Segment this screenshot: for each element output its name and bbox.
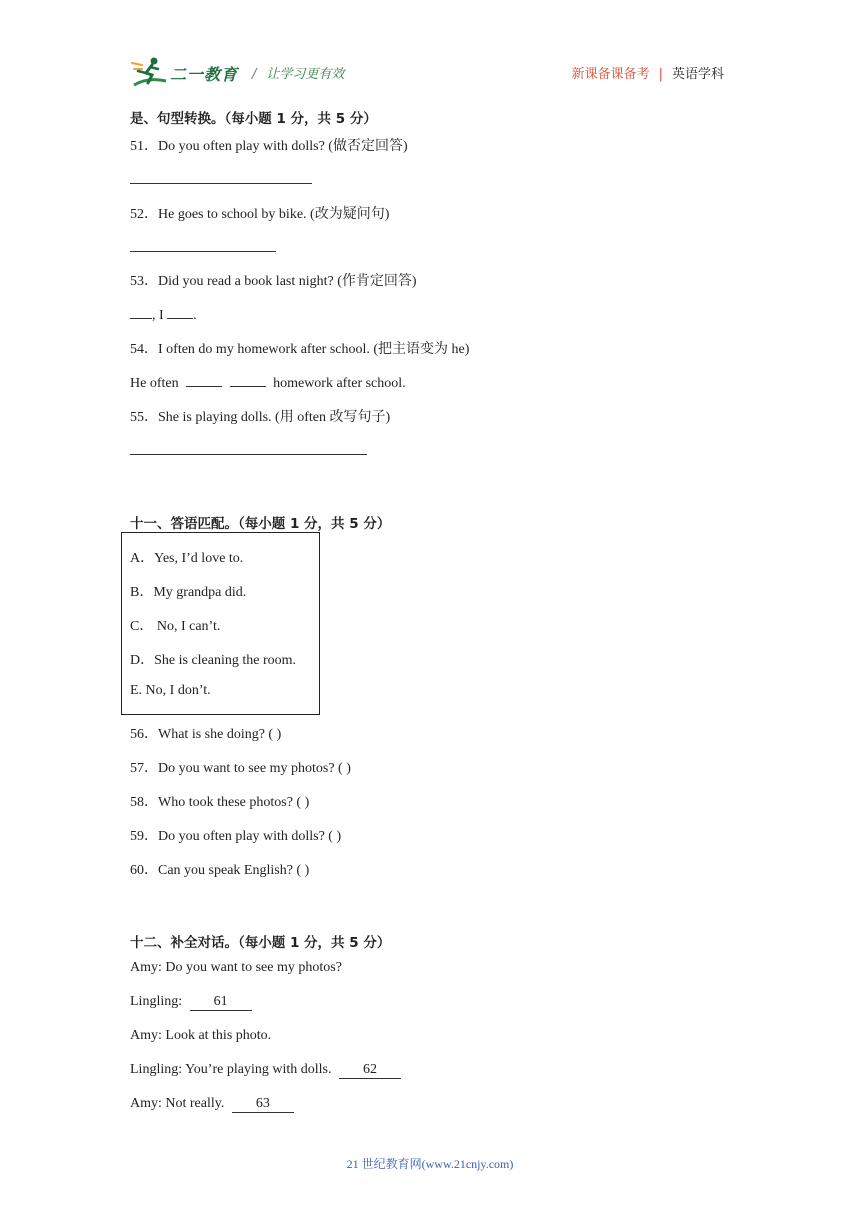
answer-blank-54b[interactable] (230, 372, 266, 387)
answer-54 (130, 372, 406, 392)
section-title-answer-matching: 十一、答语匹配。（每小题 1 分，共 5 分） (130, 516, 391, 532)
answer-line-51[interactable] (130, 183, 312, 184)
answer-53-period: . (193, 308, 197, 323)
answer-53-pronoun: I (159, 308, 164, 323)
answer-line-55[interactable] (130, 454, 367, 455)
question-55: 55．She is playing dolls. (用 often 改写句子) (130, 410, 391, 425)
page-footer[interactable]: 21 世纪教育网(www.21cnjy.com) (346, 1157, 514, 1171)
answer-line-52[interactable] (130, 251, 276, 252)
question-51: 51．Do you often play with dolls? (做否定回答) (130, 139, 408, 154)
question-54: 54．I often do my homework after school. (把主语变为 he) (130, 342, 470, 357)
question-60[interactable]: 60．Can you speak English? ( ) (130, 863, 310, 878)
dialogue-line-2 (130, 994, 252, 1011)
answer-53-comma: , (152, 308, 156, 323)
option-b: B．My grandpa did. (130, 585, 247, 600)
page-header (130, 55, 730, 89)
answer-54-suffix: homework after school. (273, 376, 406, 391)
header-tagline: 新课备课备考 (571, 67, 650, 82)
header-separator: | (658, 67, 663, 82)
logo-text: 二一教育 (170, 65, 239, 84)
question-57[interactable]: 57．Do you want to see my photos? ( ) (130, 761, 351, 776)
logo (130, 55, 250, 89)
option-d: D．She is cleaning the room. (130, 653, 297, 668)
question-59[interactable]: 59．Do you often play with dolls? ( ) (130, 829, 342, 844)
answer-blank-53b[interactable] (167, 304, 193, 319)
question-53: 53．Did you read a book last night? (作肯定回答) (130, 274, 417, 289)
dialogue-line-5 (130, 1096, 294, 1113)
option-e: E. No, I don’t. (130, 683, 211, 698)
slogan-separator: / (252, 67, 257, 82)
answer-blank-54a[interactable] (186, 372, 222, 387)
dialogue-line-3: Amy: Look at this photo. (130, 1028, 272, 1043)
answer-54-prefix: He often (130, 376, 179, 391)
slogan (252, 63, 344, 82)
header-subject (572, 63, 724, 82)
answer-blank-53a[interactable] (130, 304, 152, 319)
dialogue-line-1: Amy: Do you want to see my photos? (130, 960, 342, 975)
dialogue-blank-62[interactable]: 62 (339, 1062, 401, 1079)
running-figure-icon (130, 55, 170, 89)
dialogue-line-4-text: Lingling: You’re playing with dolls. (130, 1062, 332, 1077)
slogan-text: 让学习更有效 (266, 67, 345, 82)
option-a: A．Yes, I’d love to. (130, 551, 244, 566)
question-56[interactable]: 56．What is she doing? ( ) (130, 727, 282, 742)
header-subject-label: 英语学科 (671, 67, 724, 82)
dialogue-blank-63[interactable]: 63 (232, 1096, 294, 1113)
dialogue-line-5-text: Amy: Not really. (130, 1096, 225, 1111)
dialogue-line-4 (130, 1062, 401, 1079)
dialogue-blank-61[interactable]: 61 (190, 994, 252, 1011)
section-title-dialogue-completion: 十二、补全对话。（每小题 1 分，共 5 分） (130, 935, 391, 951)
dialogue-speaker-lingling: Lingling: (130, 994, 183, 1009)
option-c: C． No, I can’t. (130, 619, 221, 634)
question-52: 52．He goes to school by bike. (改为疑问句) (130, 207, 390, 222)
question-58[interactable]: 58．Who took these photos? ( ) (130, 795, 310, 810)
section-title-sentence-transform: 是、句型转换。（每小题 1 分，共 5 分） (130, 111, 377, 127)
answer-53 (130, 304, 197, 324)
